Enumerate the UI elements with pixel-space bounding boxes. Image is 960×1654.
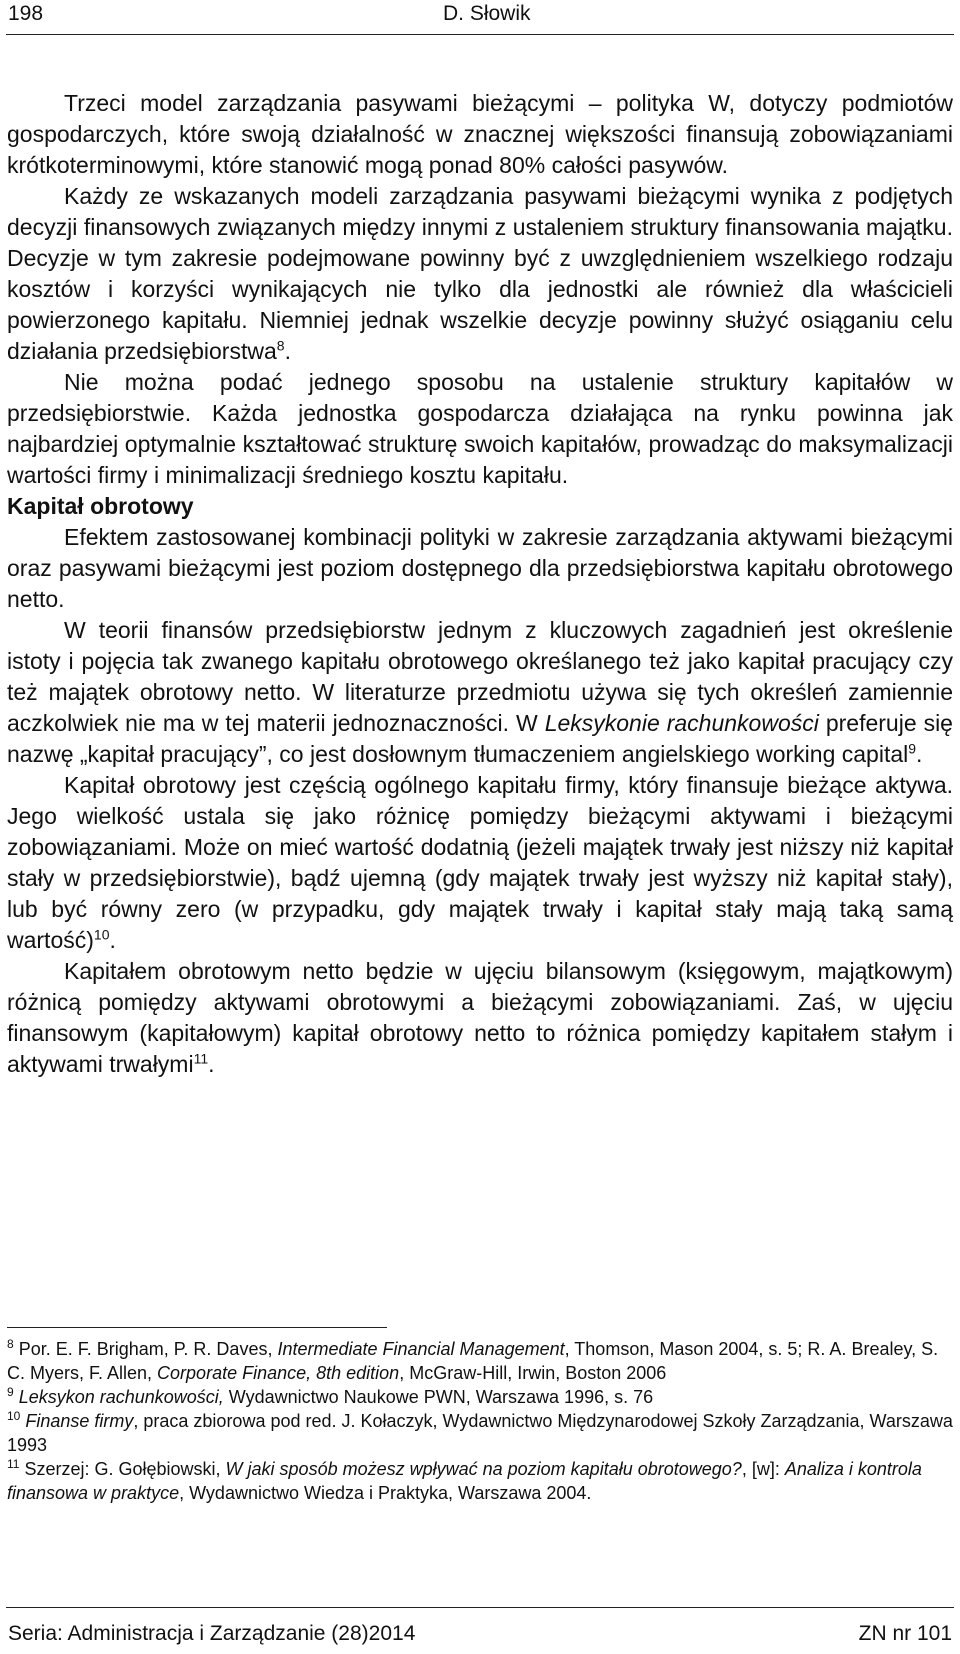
footnote-text: Wydawnictwo Naukowe PWN, Warszawa 1996, s. 76 bbox=[223, 1387, 654, 1407]
main-text bbox=[7, 88, 953, 1080]
paragraph bbox=[7, 181, 953, 367]
footnote-divider bbox=[7, 1327, 387, 1328]
footnote-title: W jaki sposób możesz wpływać na poziom kapitału obrotowego? bbox=[225, 1459, 742, 1479]
footnote-text: Szerzej: G. Gołębiowski, bbox=[19, 1459, 226, 1479]
paragraph-text: W teorii finansów przedsiębiorstw jednym z kluczowych zagadnień jest określenie istoty i pojęcia tak zwanego kapitału obrotowego określanego też jako kapitał pracujący czy też majątek obrotowy netto. W literaturze przedmiotu używa się tych określeń zamiennie aczkolwiek nie ma w tej materii jednoznaczności. W bbox=[7, 617, 953, 736]
footnote-text: Por. E. F. Brigham, P. R. Daves, bbox=[13, 1339, 278, 1359]
paragraph-text: . bbox=[208, 1051, 215, 1077]
footnotes bbox=[7, 1337, 953, 1505]
footnote-9 bbox=[7, 1385, 953, 1409]
footnote-ref[interactable]: 10 bbox=[93, 926, 110, 943]
page-header bbox=[6, 0, 954, 35]
paragraph bbox=[7, 88, 953, 181]
footnote-text: , praca zbiorowa pod red. J. Kołaczyk, Wydawnictwo Międzynarodowej Szkoły Zarządzania, Warszawa 1993 bbox=[7, 1411, 953, 1455]
footnote-text: , Thomson, Mason 2004, s. 5; R. A. Brealey, S. C. Myers, F. Allen, bbox=[7, 1339, 939, 1383]
paragraph bbox=[7, 522, 953, 615]
paragraph-text: . bbox=[284, 338, 291, 364]
paragraph-text: Kapitał obrotowy jest częścią ogólnego kapitału firmy, który finansuje bieżące aktywa. Jego wielkość ustala się jako różnicę pomiędzy bieżącymi aktywami i bieżącymi zobowiązaniami. Może on mieć wartość dodatnią (jeżeli majątek trwały jest niższy niż kapitał stały w przedsiębiorstwie), bądź ujemną (gdy majątek trwały jest wyższy niż kapitał stały), lub być równy zero (w przypadku, gdy majątek trwały i kapitał stały mają taką samą wartość) bbox=[7, 772, 953, 953]
paragraph bbox=[7, 615, 953, 770]
footnote-title: Analiza i kontrola finansowa w praktyce bbox=[7, 1459, 922, 1503]
footnote-title: Intermediate Financial Management bbox=[277, 1339, 565, 1359]
footnote-ref[interactable]: 9 bbox=[908, 740, 917, 757]
paragraph bbox=[7, 367, 953, 491]
running-head-author: D. Słowik bbox=[443, 2, 531, 25]
paragraph-text: Każdy ze wskazanych modeli zarządzania pasywami bieżącymi wynika z podjętych decyzji finansowych związanych między innymi z ustaleniem struktury finansowania majątku. Decyzje w tym zakresie podejmowane powinny być z uwzględnieniem wszelkiego rodzaju kosztów i korzyści wynikających nie tylko dla jednostki ale również dla właścicieli powierzonego kapitału. Niemniej jednak wszelkie decyzje powinny służyć osiąganiu celu działania przedsiębiorstwa bbox=[7, 183, 953, 364]
paragraph-text: Trzeci model zarządzania pasywami bieżącymi – polityka W, dotyczy podmiotów gospodarczych, które swoją działalność w znacznej większości finansują zobowiązaniami krótkoterminowymi, które stanowić mogą ponad 80% całości pasywów. bbox=[7, 90, 953, 178]
footnote-11 bbox=[7, 1457, 953, 1505]
footnote-number: 8 bbox=[7, 1337, 14, 1351]
footnote-title: Corporate Finance, 8th edition bbox=[157, 1363, 400, 1383]
footnote-title: Finanse firmy bbox=[20, 1411, 134, 1431]
footnote-number: 11 bbox=[7, 1457, 20, 1471]
footnote-ref[interactable]: 8 bbox=[276, 337, 285, 354]
footnote-ref[interactable]: 11 bbox=[193, 1050, 209, 1067]
paragraph bbox=[7, 770, 953, 956]
section-heading: Kapitał obrotowy bbox=[7, 493, 194, 519]
paragraph-text: . bbox=[916, 741, 923, 767]
footnote-number: 10 bbox=[7, 1409, 21, 1423]
footnote-10 bbox=[7, 1409, 953, 1457]
issue-number: ZN nr 101 bbox=[858, 1622, 952, 1645]
page-number: 198 bbox=[8, 2, 44, 25]
paragraph bbox=[7, 956, 953, 1080]
paragraph-text: Efektem zastosowanej kombinacji polityki w zakresie zarządzania aktywami bieżącymi oraz pasywami bieżącymi jest poziom dostępnego dla przedsiębiorstwa kapitału obrotowego netto. bbox=[7, 524, 953, 612]
series-label: Seria: Administracja i Zarządzanie (28)2014 bbox=[8, 1622, 416, 1645]
paragraph-text: Kapitałem obrotowym netto będzie w ujęciu bilansowym (księgowym, majątkowym) różnicą pomiędzy aktywami obrotowymi a bieżącymi zobowiązaniami. Zaś, w ujęciu finansowym (kapitałowym) kapitał obrotowy netto to różnica pomiędzy kapitałem stałym i aktywami trwałymi bbox=[7, 958, 953, 1077]
footnote-text: , Wydawnictwo Wiedza i Praktyka, Warszawa 2004. bbox=[179, 1483, 592, 1503]
footnote-8 bbox=[7, 1337, 953, 1385]
footnote-text: , [w]: bbox=[741, 1459, 785, 1479]
italic-title: Leksykonie rachunkowości bbox=[544, 710, 819, 736]
paragraph-text: preferuje się nazwę „kapitał pracujący”, co jest dosłownym tłumaczeniem angielskiego working capital bbox=[7, 710, 953, 767]
footnote-text: , McGraw-Hill, Irwin, Boston 2006 bbox=[399, 1363, 667, 1383]
page-footer bbox=[6, 1607, 954, 1654]
footnote-title: Leksykon rachunkowości, bbox=[13, 1387, 224, 1407]
paragraph-text: . bbox=[109, 927, 116, 953]
paragraph-text: Nie można podać jednego sposobu na ustalenie struktury kapitałów w przedsiębiorstwie. Każda jednostka gospodarcza działająca na rynku powinna jak najbardziej optymalnie kształtować strukturę swoich kapitałów, prowadząc do maksymalizacji wartości firmy i minimalizacji średniego kosztu kapitału. bbox=[7, 369, 953, 488]
footnote-number: 9 bbox=[7, 1385, 14, 1399]
